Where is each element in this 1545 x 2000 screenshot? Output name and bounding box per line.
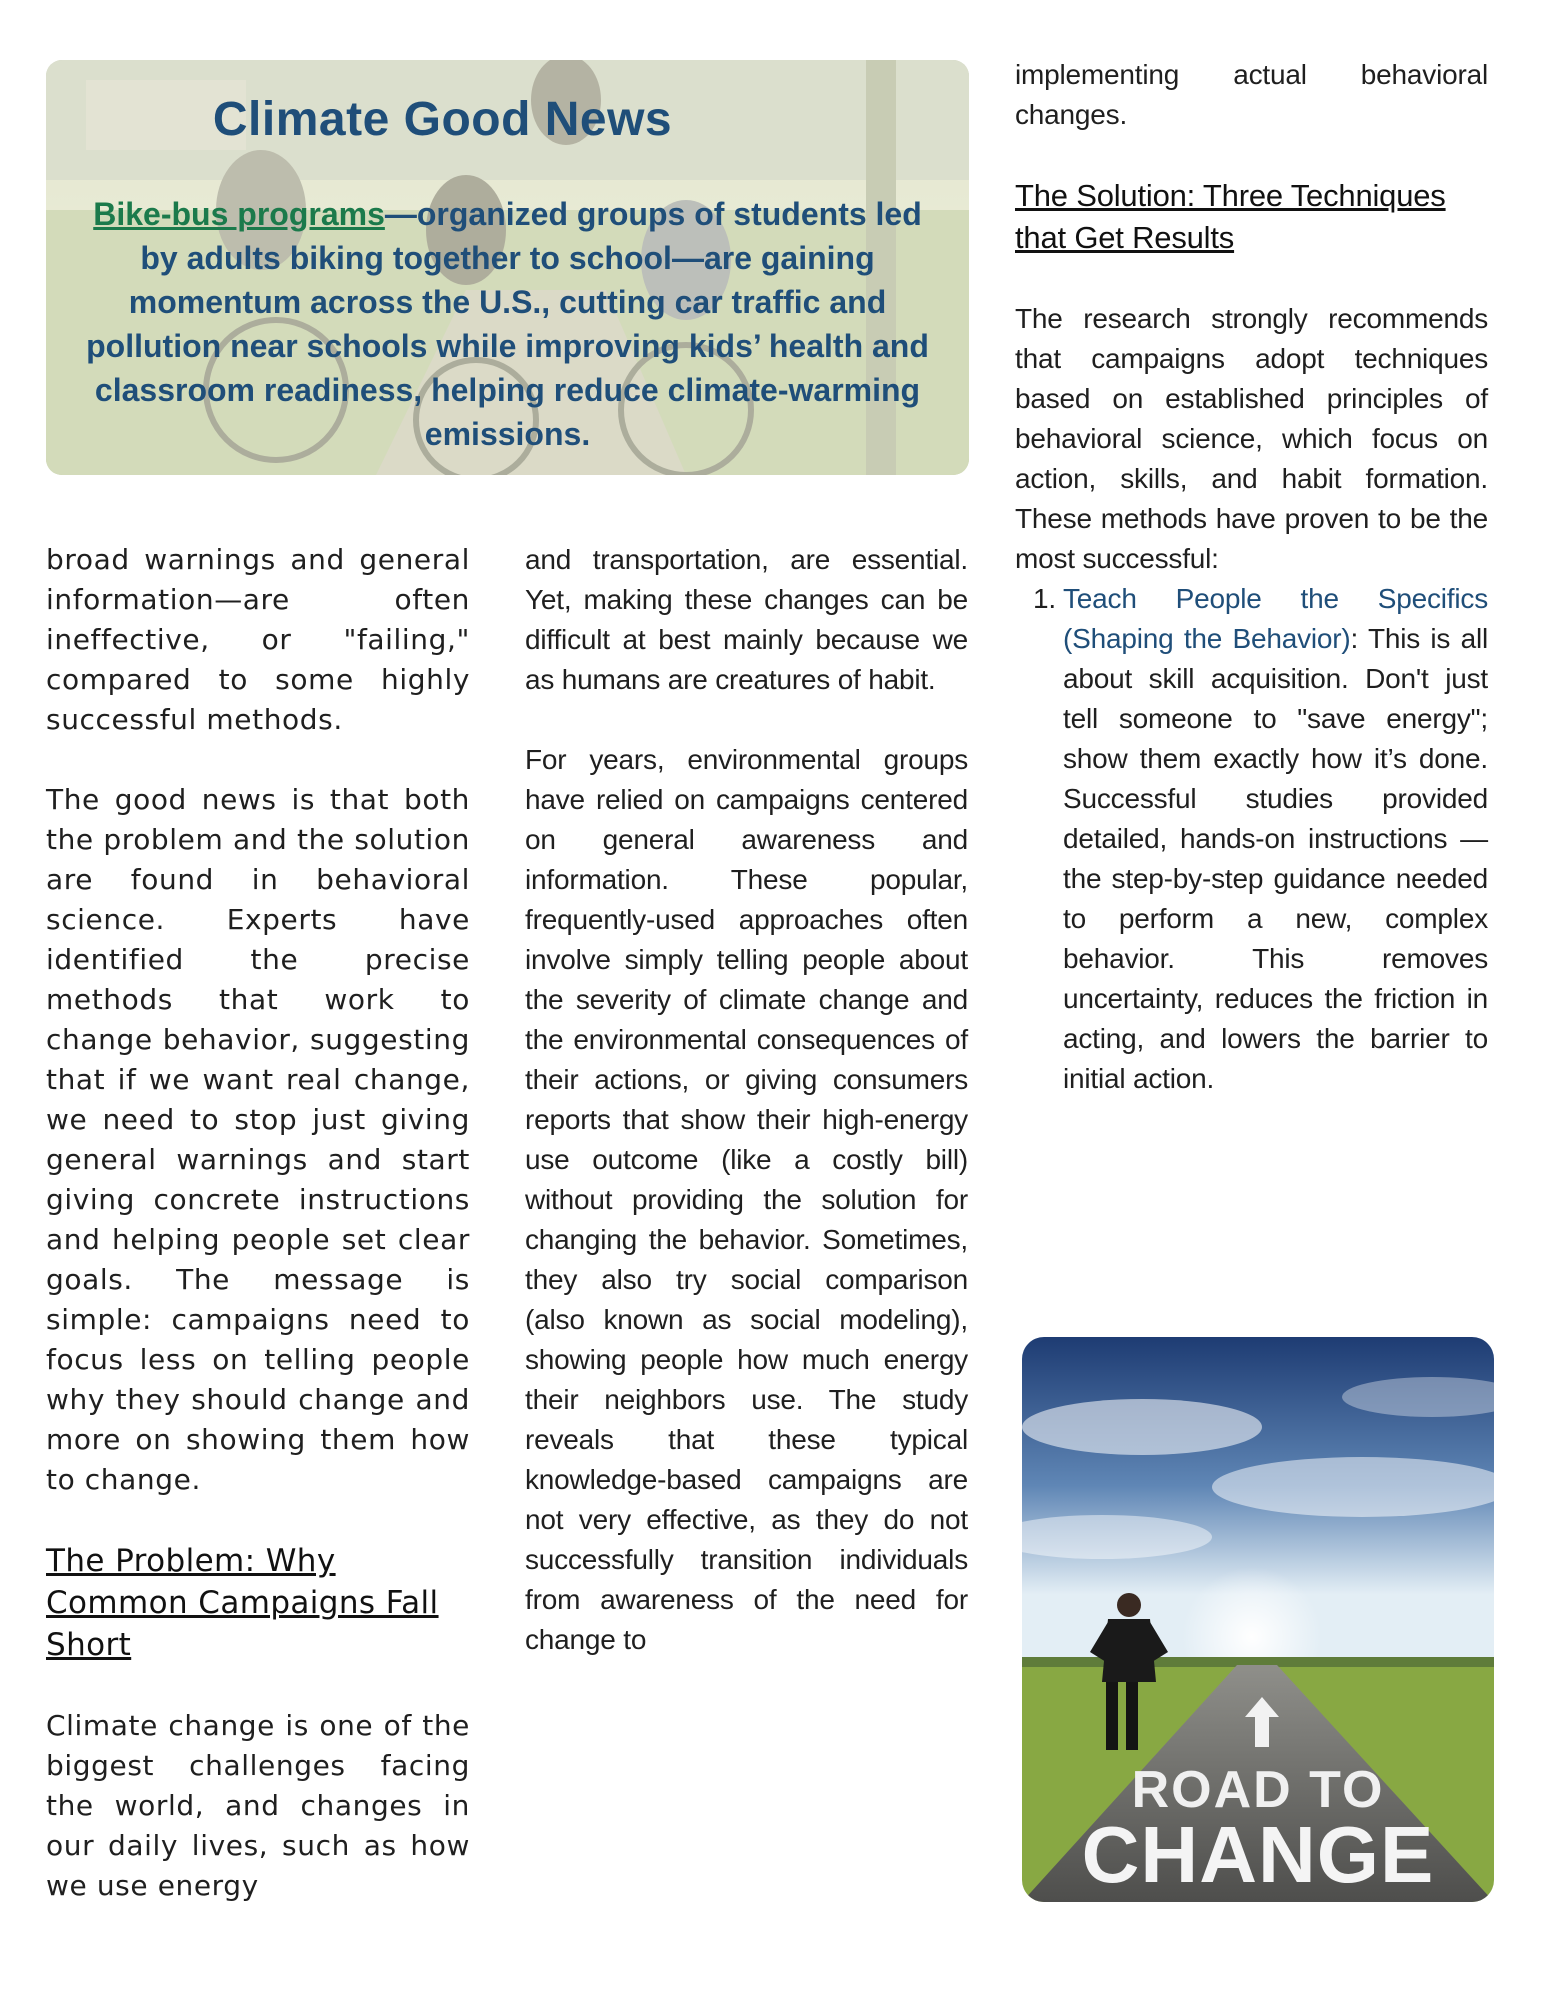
news-title: Climate Good News <box>212 93 673 146</box>
right-paragraph-1: implementing actual behavioral changes. <box>1015 59 1488 130</box>
middle-paragraph-1: and transportation, are essential. Yet, making these changes can be difficult at best mainly because we as humans are creatures of habit. <box>525 544 968 695</box>
road-to-change-photo <box>1022 1337 1494 1902</box>
news-body <box>76 192 939 456</box>
climate-good-news-box <box>46 60 969 475</box>
bike-bus-programs-link[interactable]: Bike-bus programs <box>93 196 385 232</box>
middle-paragraph-2: For years, environmental groups have relied on campaigns centered on general awareness and information. These popular, frequently-used approaches often involve simply telling people about the severity of climate change and the environmental consequences of their actions, or giving consumers reports that show their high-energy use outcome (like a costly bill) without providing the solution for changing the behavior. Sometimes, they also try social comparison (also known as social modeling), showing people how much energy their neighbors use. The study reveals that these typical knowledge-based campaigns are not very effective, as they do not successfully transition individuals from awareness of the need for change to <box>525 744 968 1655</box>
left-paragraph-2: The good news is that both the problem and the solution are found in behavioral science. Experts have identified the precise methods that work to change behavior, suggesting that if we want real change, we need to stop just giving general warnings and start giving concrete instructions and helping people set clear goals. The message is simple: campaigns need to focus less on telling people why they should change and more on showing them how to change. <box>46 783 470 1496</box>
road-text-line-1: ROAD TO <box>1131 1761 1385 1819</box>
middle-column <box>525 540 968 1660</box>
road-text-line-2: CHANGE <box>1081 1810 1435 1899</box>
road-scene <box>1022 1337 1494 1902</box>
solution-heading: The Solution: Three Techniques that Get Results <box>1015 178 1446 255</box>
problem-heading: The Problem: Why Common Campaigns Fall Short <box>46 1543 439 1663</box>
left-paragraph-3: Climate change is one of the biggest challenges facing the world, and changes in our daily lives, such as how we use energy <box>46 1709 470 1902</box>
news-body-text: —organized groups of students led by adults biking together to school—are gaining momentum across the U.S., cutting car traffic and pollution near schools while improving kids’ health and classroom readiness, helping reduce climate-warming emissions. <box>86 196 929 452</box>
right-paragraph-2: The research strongly recommends that campaigns adopt techniques based on established principles of behavioral science, which focus on action, skills, and habit formation. These methods have proven to be the most successful: <box>1015 303 1488 574</box>
list-item-body: : This is all about skill acquisition. Don't just tell someone to "save energy"; show them exactly how it’s done. Successful studies provided detailed, hands-on instructions — the step-by-step guidance needed to perform a new, complex behavior. This removes uncertainty, reduces the friction in acting, and lowers the barrier to initial action. <box>1063 623 1488 1094</box>
left-paragraph-1: broad warnings and general information—are often ineffective, or "failing," compared to some highly successful methods. <box>46 543 470 736</box>
list-number: 1. <box>1033 583 1056 614</box>
right-column <box>1015 55 1488 1099</box>
left-column <box>46 540 470 1906</box>
list-item <box>1015 579 1488 1099</box>
list-item-heading: Teach People the Specifics (Shaping the Behavior) <box>1063 583 1488 654</box>
